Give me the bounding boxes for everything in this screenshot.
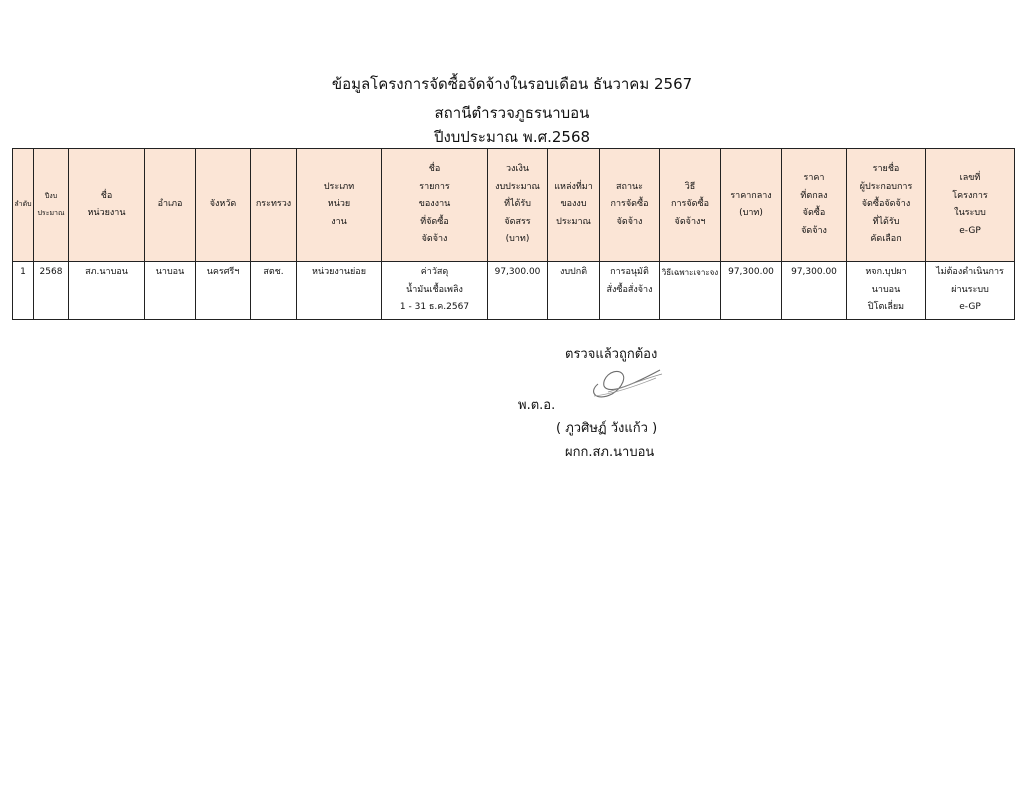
col-header-egp-number: เลขที่ โครงการ ในระบบ e-GP [926, 149, 1015, 262]
procurement-table [12, 148, 1015, 320]
cell-method: วิธีเฉพาะเจาะจง [660, 262, 721, 320]
signer-name: ( ภูวศิษฏ์ วังแก้ว ) [556, 421, 658, 436]
col-header-budget: วงเงิน งบประมาณ ที่ได้รับ จัดสรร (บาท) [488, 149, 548, 262]
table-row [13, 262, 1015, 320]
col-header-method: วิธี การจัดซื้อ จัดจ้างฯ [660, 149, 721, 262]
cell-no: 1 [13, 262, 34, 320]
table-header-row [13, 149, 1015, 262]
col-header-agreed-price: ราคา ที่ตกลง จัดซื้อ จัดจ้าง [782, 149, 847, 262]
col-header-district: อำเภอ [145, 149, 196, 262]
col-header-reference-price: ราคากลาง (บาท) [721, 149, 782, 262]
col-header-item-name: ชื่อ รายการ ของงาน ที่จัดซื้อ จัดจ้าง [382, 149, 488, 262]
col-header-budget-source: แหล่งที่มา ของงบ ประมาณ [548, 149, 600, 262]
cell-item-name: ค่าวัสดุ น้ำมันเชื้อเพลิง 1 - 31 ธ.ค.2567 [382, 262, 488, 320]
cell-budget: 97,300.00 [488, 262, 548, 320]
col-header-no: ลำดับ [13, 149, 34, 262]
cell-egp-number: ไม่ต้องดำเนินการ ผ่านระบบ e-GP [926, 262, 1015, 320]
cell-district: นาบอน [145, 262, 196, 320]
col-header-vendor: รายชื่อ ผู้ประกอบการ จัดซื้อจัดจ้าง ที่ได้รับ คัดเลือก [847, 149, 926, 262]
cell-unit-type: หน่วยงานย่อย [297, 262, 382, 320]
station-name: สถานีตำรวจภูธรนาบอน [434, 104, 590, 122]
col-header-unit-name: ชื่อ หน่วยงาน [69, 149, 145, 262]
cell-reference-price: 97,300.00 [721, 262, 782, 320]
cell-province: นครศรีฯ [196, 262, 251, 320]
fiscal-year: ปีงบประมาณ พ.ศ.2568 [433, 128, 591, 146]
report-title: ข้อมูลโครงการจัดซื้อจัดจ้างในรอบเดือน ธันวาคม 2567 [331, 75, 693, 93]
col-header-ministry: กระทรวง [251, 149, 297, 262]
col-header-status: สถานะ การจัดซื้อ จัดจ้าง [600, 149, 660, 262]
cell-ministry: สตช. [251, 262, 297, 320]
cell-vendor: หจก.บุปผา นาบอน ปิโตเลี่ยม [847, 262, 926, 320]
handwritten-signature [582, 362, 664, 404]
col-header-unit-type: ประเภท หน่วย งาน [297, 149, 382, 262]
cell-budget-source: งบปกติ [548, 262, 600, 320]
col-header-province: จังหวัด [196, 149, 251, 262]
cell-unit-name: สภ.นาบอน [69, 262, 145, 320]
cell-status: การอนุมัติ สั่งซื้อสั่งจ้าง [600, 262, 660, 320]
cell-fiscal-year: 2568 [34, 262, 69, 320]
signer-position: ผกก.สภ.นาบอน [565, 445, 655, 460]
cell-agreed-price: 97,300.00 [782, 262, 847, 320]
verified-note: ตรวจแล้วถูกต้อง [565, 347, 658, 362]
signer-rank: พ.ต.อ. [518, 398, 556, 413]
col-header-fiscal-year: ปีงบ ประมาณ [34, 149, 69, 262]
